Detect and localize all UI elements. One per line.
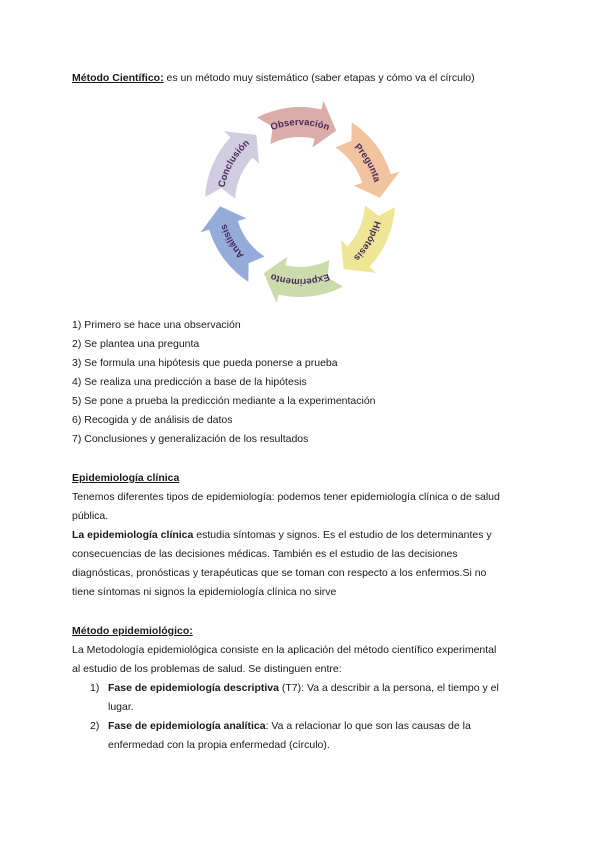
intro-title: Método Científico:	[72, 72, 164, 84]
paragraph-line: al estudio de los problemas de salud. Se distinguen entre:	[72, 663, 342, 675]
paragraph-line: tiene síntomas ni signos la epidemiología clínica no sirve	[72, 586, 337, 598]
list-item-text: : Va a relacionar lo que son las causas de la	[265, 720, 471, 732]
cycle-label-análisis: Análisis	[218, 222, 247, 261]
list-item-text: (T7): Va a describir a la persona, el tiempo y el	[278, 682, 499, 694]
paragraph-line: diagnósticas, pronósticas y terapéuticas que se toman con respecto a los enfermos.Si no	[72, 567, 487, 579]
step-item: 6) Recogida y de análisis de datos	[72, 414, 233, 426]
cycle-label-conclusión: Conclusión	[216, 137, 252, 189]
list-item-continuation: lugar.	[108, 701, 134, 713]
paragraph-text: estudia síntomas y signos. Es el estudio de los determinantes y	[193, 529, 492, 541]
cycle-label-observación: Observación	[269, 116, 331, 134]
cycle-label-hipótesis: Hipótesis	[351, 219, 383, 263]
paragraph-line: La Metodología epidemiológica consiste en la aplicación del método científico experimental	[72, 644, 497, 656]
step-item: 3) Se formula una hipótesis que pueda ponerse a prueba	[72, 357, 338, 369]
paragraph-line: pública.	[72, 510, 109, 522]
list-item	[108, 681, 499, 695]
list-item	[108, 719, 471, 733]
list-number: 2)	[90, 720, 100, 732]
bold-term: Fase de epidemiología analítica	[108, 720, 266, 732]
intro-line	[72, 71, 475, 85]
step-item: 2) Se plantea una pregunta	[72, 338, 200, 350]
bold-term: La epidemiología clínica	[72, 529, 194, 541]
section-heading-method: Método epidemiológico:	[72, 625, 193, 637]
cycle-label-experimento: Experimento	[269, 270, 331, 288]
section-heading-clinical: Epidemiología clínica	[72, 472, 180, 484]
paragraph-line	[72, 528, 492, 542]
step-item: 1) Primero se hace una observación	[72, 319, 241, 331]
paragraph-line: consecuencias de las decisiones médicas. También es el estudio de las decisiones	[72, 548, 458, 560]
scientific-method-cycle-diagram	[180, 92, 420, 312]
step-item: 5) Se pone a prueba la predicción mediante a la experimentación	[72, 395, 376, 407]
list-item-continuation: enfermedad con la propia enfermedad (círculo).	[108, 739, 330, 751]
step-item: 7) Conclusiones y generalización de los resultados	[72, 433, 309, 445]
bold-term: Fase de epidemiología descriptiva	[108, 682, 279, 694]
paragraph-line: Tenemos diferentes tipos de epidemiología: podemos tener epidemiología clínica o de salud	[72, 491, 500, 503]
list-number: 1)	[90, 682, 100, 694]
intro-text: es un método muy sistemático (saber etapas y cómo va el círculo)	[163, 72, 475, 84]
step-item: 4) Se realiza una predicción a base de la hipótesis	[72, 376, 307, 388]
cycle-label-pregunta: Pregunta	[351, 141, 383, 184]
